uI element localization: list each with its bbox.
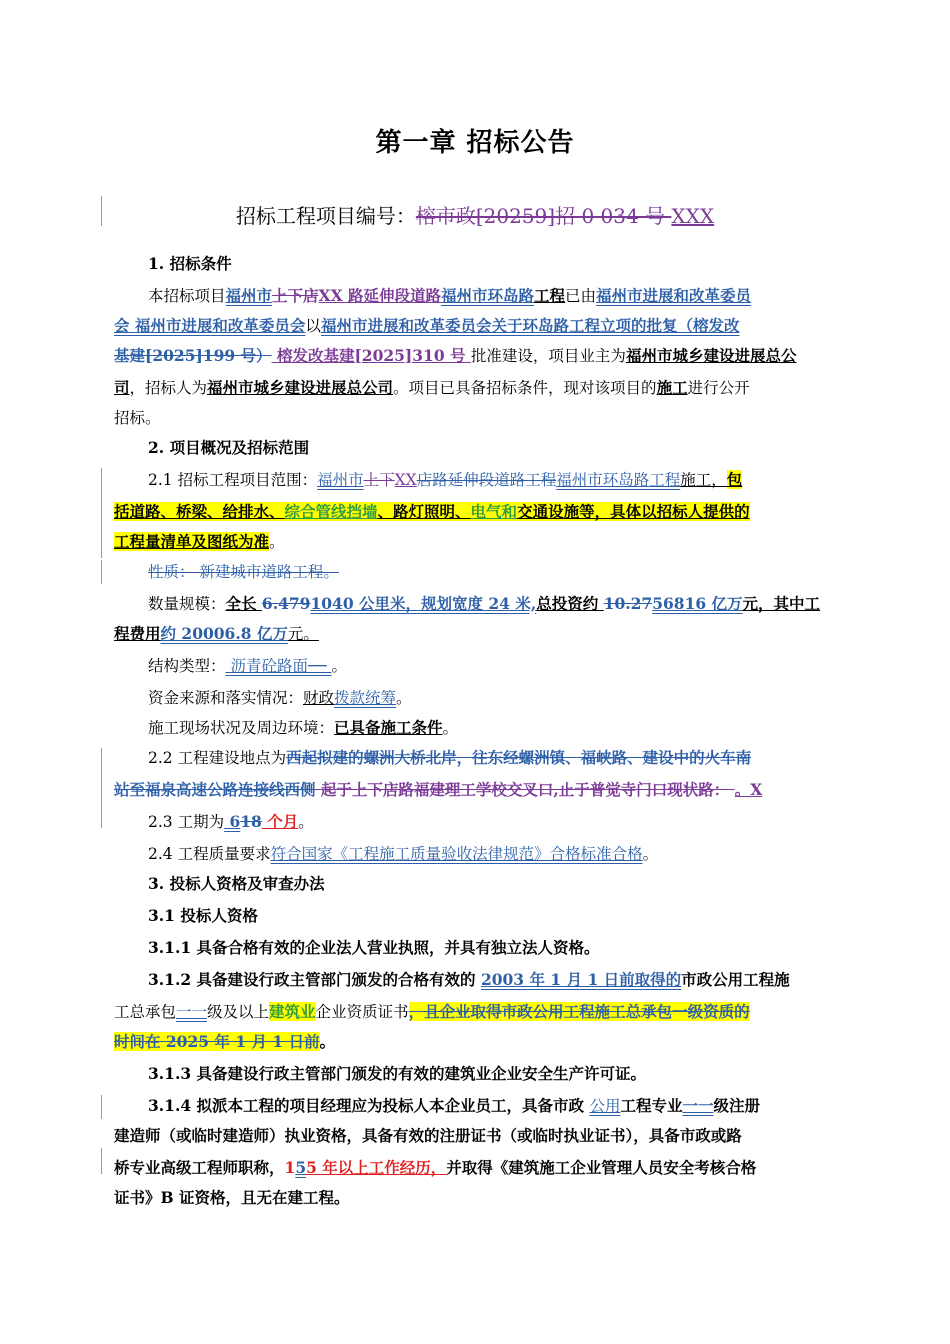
s1-line-4: 司，招标人为福州市城乡建设进展总公司。项目已具备招标条件，现对该项目的施工进行公开 [114,378,750,397]
revision-bar [101,1148,102,1174]
revision-bar [101,468,102,558]
section-3-heading: 3. 投标人资格及审查办法 [148,874,325,893]
scale-line-1: 数量规模：全长 6.4791040 公里米，规划宽度 24 米,总投资约 10.2756816 亿万元，其中工 [148,594,821,613]
clause-3-1-4-line-4: 证书》B 证资格，且无在建工程。 [114,1188,350,1207]
clause-3-1-3: 3.1.3 具备建设行政主管部门颁发的有效的建筑业企业安全生产许可证。 [148,1064,647,1083]
location-line-1: 2.2 工程建设地点为西起拟建的螺洲大桥北岸，往东经螺洲镇、福峡路、建设中的火车南 [148,748,752,767]
clause-3-1-2-line-2: 工总承包一一级及以上建筑业企业资质证书，且企业取得市政公用工程施工总承包一级资质的 [114,1002,750,1021]
clause-3-1-4-line-3: 桥专业高级工程师职称，155 年以上工作经历，并取得《建筑施工企业管理人员安全考核合格 [114,1158,757,1177]
section-3-1-heading: 3.1 投标人资格 [148,906,258,925]
scope-line-1: 2.1 招标工程项目范围：福州市上下XX店路延伸段道路工程福州市环岛路工程施工，包 [148,470,743,489]
revision-bar [101,560,102,584]
chapter-title: 第一章 招标公告 [375,128,575,158]
scope-line-3: 工程量清单及图纸为准。 [114,532,285,551]
clause-3-1-4-line-1: 3.1.4 拟派本工程的项目经理应为投标人本企业员工，具备市政 公用工程专业一一级注册 [148,1096,761,1115]
s1-line-3: 基建[2025]199 号） 榕发改基建[2025]310 号 批准建设，项目业主为福州市城乡建设进展总公 [114,346,797,365]
scale-line-2: 程费用约 20006.8 亿万元。 [114,624,319,643]
clause-3-1-4-line-2: 建造师（或临时建造师）执业资格，具备有效的注册证书（或临时执业证书），具备市政或路 [114,1126,742,1145]
s1-line-2: 会 福州市进展和改革委员会以福州市进展和改革委员会关于环岛路工程立项的批复（榕发改 [114,316,740,335]
revision-bar [101,748,102,828]
structure-type: 结构类型： 沥青砼路面── 。 [148,657,348,675]
quality: 2.4 工程质量要求符合国家《工程施工质量验收法律规范》合格标准合格。 [148,845,659,863]
site-status: 施工现场状况及周边环境：已具备施工条件。 [148,718,459,737]
clause-3-1-1: 3.1.1 具备合格有效的企业法人营业执照，并具有独立法人资格。 [148,938,600,957]
clause-3-1-2-line-3: 时间在 2025 年 1 月 1 日前。 [114,1032,336,1051]
scope-line-2: 括道路、桥梁、给排水、综合管线挡墙、路灯照明、电气和交通设施等，具体以招标人提供的 [114,502,750,521]
s1-line-5: 招标。 [114,409,161,427]
nature-deleted: 性质： 新建城市道路工程。 [148,563,339,581]
location-line-2: 站至福泉高速公路连接线西侧 起于上下店路福建理工学校交叉口,止于普觉寺门口现状路： 。X [114,780,763,799]
fund-source: 资金来源和落实情况：财政拨款统筹。 [148,689,412,707]
section-2-heading: 2. 项目概况及招标范围 [148,438,310,457]
clause-3-1-2-line-1: 3.1.2 具备建设行政主管部门颁发的合格有效的 2003 年 1 月 1 日前取得的市政公用工程施 [148,970,790,989]
section-1-heading: 1. 招标条件 [148,254,232,273]
period: 2.3 工期为 618 个月。 [148,812,314,831]
project-number: 招标工程项目编号：榕市政[20259]招 0 034 号 XXX [235,204,715,228]
s1-line-1: 本招标项目福州市上下店XX 路延伸段道路福州市环岛路工程已由福州市进展和改革委员 [148,286,752,305]
revision-bar [101,1095,102,1119]
